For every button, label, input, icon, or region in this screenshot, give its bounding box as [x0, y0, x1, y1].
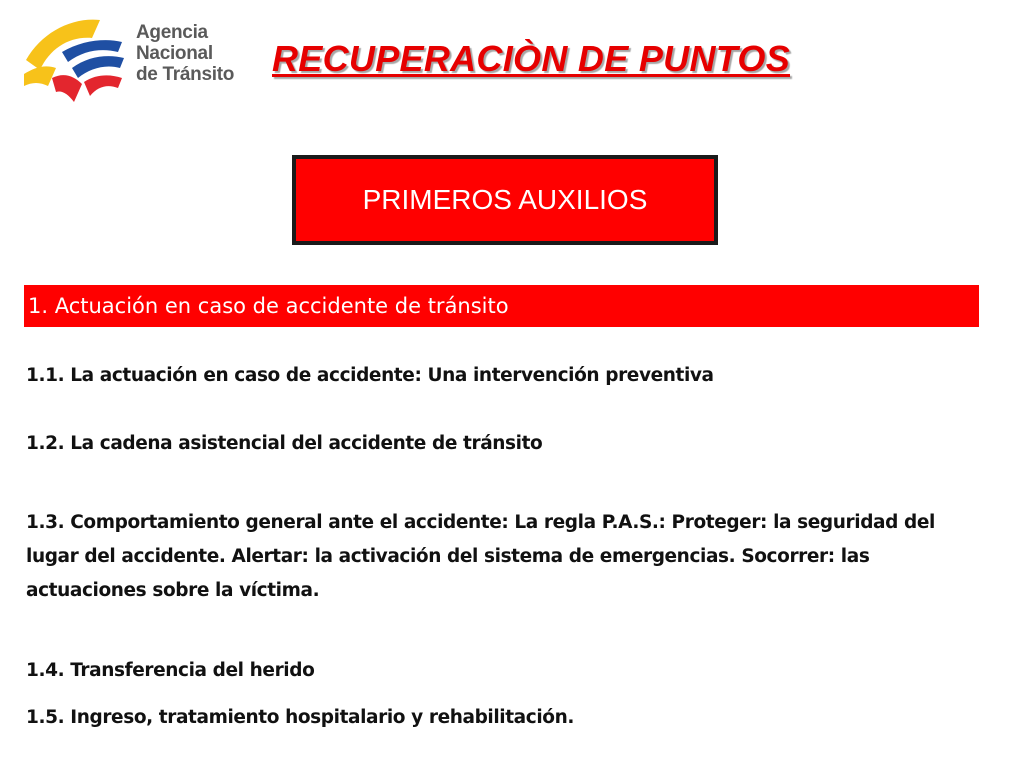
agency-name-line-1: Agencia [136, 22, 208, 43]
list-item: 1.1. La actuación en caso de accidente: Una intervención preventiva [26, 365, 714, 386]
agency-logo [22, 12, 252, 107]
list-item: 1.4. Transferencia del herido [26, 660, 315, 681]
ant-logo-icon [22, 12, 127, 107]
list-item: 1.5. Ingreso, tratamiento hospitalario y rehabilitación. [26, 707, 574, 728]
section-heading-label: PRIMEROS AUXILIOS [362, 184, 648, 215]
page-title: RECUPERACIÒN DE PUNTOS [272, 38, 791, 79]
topic-heading [24, 285, 979, 327]
section-heading [292, 155, 718, 245]
list-item: 1.2. La cadena asistencial del accidente de tránsito [26, 433, 543, 454]
agency-name-line-3: de Tránsito [136, 64, 235, 85]
agency-name-line-2: Nacional [136, 43, 213, 64]
list-item: 1.3. Comportamiento general ante el accidente: La regla P.A.S.: Proteger: la seguridad del lugar del accidente. Alertar: la activación del sistema de emergencias. Socorrer: las actuaciones sobre la víctima. [26, 512, 935, 601]
agency-name [136, 22, 234, 85]
topic-heading-label: 1. Actuación en caso de accidente de tránsito [28, 294, 509, 318]
